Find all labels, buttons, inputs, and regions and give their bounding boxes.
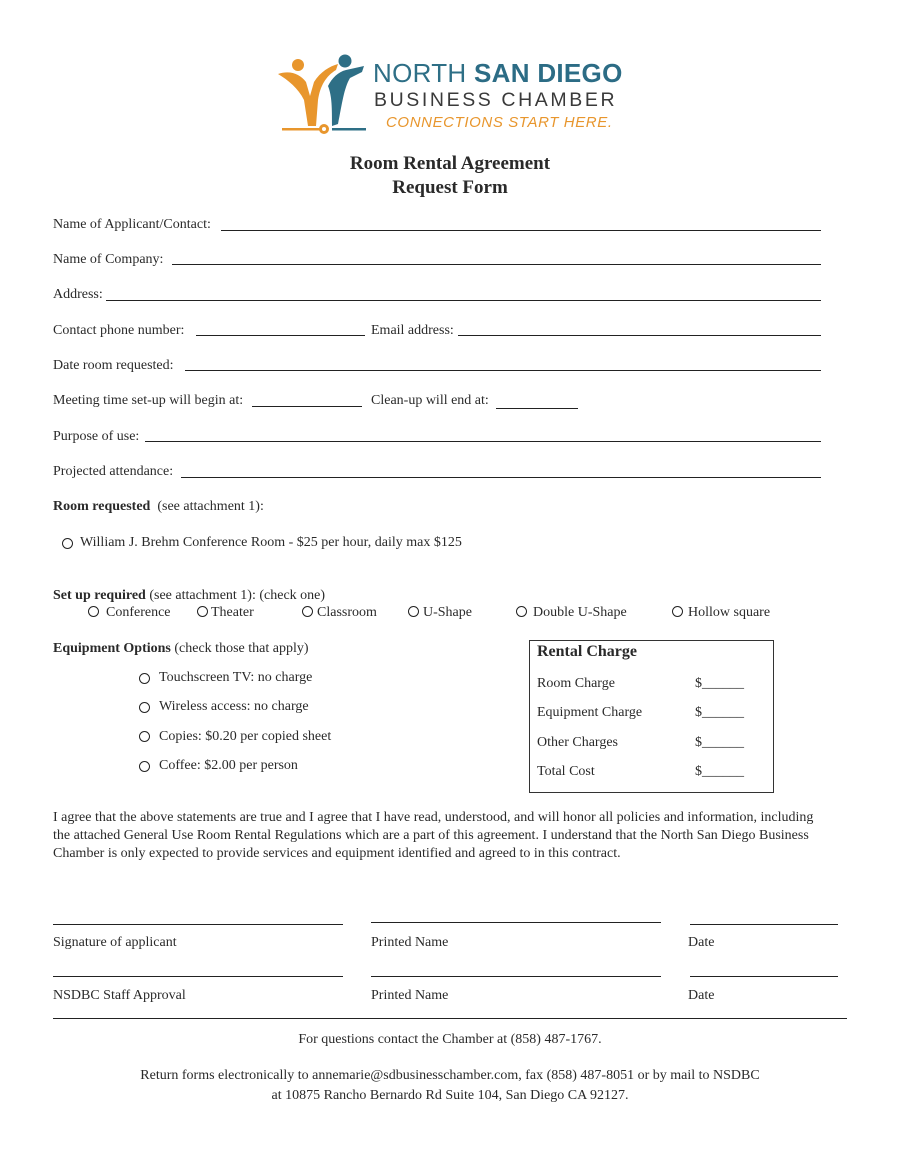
- address-label: Address:: [53, 287, 103, 302]
- setup-option-conference: Conference: [106, 605, 171, 620]
- setup-heading: [53, 587, 325, 604]
- staff-approval-label: NSDBC Staff Approval: [53, 988, 186, 1003]
- rental-row-label: Room Charge: [537, 676, 615, 691]
- rental-other-charges-value[interactable]: $______: [695, 735, 744, 750]
- applicant-printed-name-line[interactable]: [371, 922, 661, 923]
- rental-row-label: Total Cost: [537, 764, 595, 779]
- equipment-checkbox-wireless[interactable]: [139, 702, 150, 713]
- rental-row-label: Equipment Charge: [537, 705, 643, 720]
- agreement-line: the attached General Use Room Rental Regulations which are a part of this agreement. I understand that the North San Diego Business: [53, 828, 809, 843]
- printed-name-label: Printed Name: [371, 988, 449, 1003]
- staff-printed-name-line[interactable]: [371, 976, 661, 977]
- signature-applicant-label: Signature of applicant: [53, 935, 177, 950]
- setup-option-hollow-square: Hollow square: [688, 605, 771, 620]
- setup-option-classroom: Classroom: [317, 605, 377, 620]
- applicant-field[interactable]: [221, 230, 821, 231]
- company-label: Name of Company:: [53, 252, 164, 267]
- footer-divider: [53, 1018, 847, 1019]
- equipment-option-copies: Copies: $0.20 per copied sheet: [159, 729, 332, 744]
- rental-total-cost-value[interactable]: $______: [695, 764, 744, 779]
- logo-tagline: CONNECTIONS START HERE.: [386, 114, 613, 131]
- phone-label: Contact phone number:: [53, 323, 185, 338]
- equipment-checkbox-coffee[interactable]: [139, 761, 150, 772]
- setup-option-u-shape: U-Shape: [423, 605, 472, 620]
- equipment-option-tv: Touchscreen TV: no charge: [159, 670, 313, 685]
- setup-radio-double-u-shape[interactable]: [516, 606, 527, 617]
- logo-title: NORTH SAN DIEGO: [373, 58, 623, 88]
- equipment-checkbox-copies[interactable]: [139, 731, 150, 742]
- rental-equipment-charge-value[interactable]: $______: [695, 705, 744, 720]
- attendance-field[interactable]: [181, 477, 821, 478]
- equipment-option-coffee: Coffee: $2.00 per person: [159, 758, 298, 773]
- setup-option-theater: Theater: [211, 605, 254, 620]
- setup-time-field[interactable]: [252, 406, 362, 407]
- agreement-text: [53, 809, 853, 863]
- applicant-date-line[interactable]: [690, 924, 838, 925]
- agreement-line: I agree that the above statements are true and I agree that I have read, understood, and will honor all policies and information, including: [53, 810, 814, 825]
- equipment-option-wireless: Wireless access: no charge: [159, 699, 309, 714]
- setup-radio-u-shape[interactable]: [408, 606, 419, 617]
- room-requested-note: (see attachment 1):: [157, 499, 264, 514]
- logo-subtitle: BUSINESS CHAMBER: [374, 89, 618, 111]
- cleanup-time-label: Clean-up will end at:: [371, 393, 489, 408]
- purpose-label: Purpose of use:: [53, 429, 140, 444]
- email-field[interactable]: [458, 335, 821, 336]
- staff-date-line[interactable]: [690, 976, 838, 977]
- date-label: Date: [688, 988, 715, 1003]
- logo-figures-icon: [276, 52, 368, 136]
- form-subtitle: Request Form: [392, 177, 508, 198]
- applicant-label: Name of Applicant/Contact:: [53, 217, 211, 232]
- date-label: Date: [688, 935, 715, 950]
- return-instructions-line2: at 10875 Rancho Bernardo Rd Suite 104, San Diego CA 92127.: [271, 1088, 629, 1103]
- staff-approval-line[interactable]: [53, 976, 343, 977]
- applicant-signature-line[interactable]: [53, 924, 343, 925]
- setup-radio-conference[interactable]: [88, 606, 99, 617]
- rental-charge-title: Rental Charge: [537, 643, 637, 660]
- attendance-label: Projected attendance:: [53, 464, 174, 479]
- cleanup-time-field[interactable]: [496, 408, 578, 409]
- form-title: Room Rental Agreement: [349, 153, 551, 174]
- setup-note: (see attachment 1): (check one): [149, 588, 326, 603]
- date-requested-field[interactable]: [185, 370, 821, 371]
- contact-text: For questions contact the Chamber at (858) 487-1767.: [298, 1032, 602, 1047]
- equipment-heading: [53, 640, 309, 657]
- setup-label: Set up required: [53, 588, 146, 603]
- date-requested-label: Date room requested:: [53, 358, 174, 373]
- agreement-line: Chamber is only expected to provide services and equipment identified and agreed to in this contract.: [53, 846, 621, 861]
- rental-row-label: Other Charges: [537, 735, 618, 750]
- return-instructions-line1: Return forms electronically to annemarie@sdbusinesschamber.com, fax (858) 487-8051 or by mail to NSDBC: [140, 1068, 760, 1083]
- equipment-checkbox-tv[interactable]: [139, 673, 150, 684]
- setup-radio-hollow-square[interactable]: [672, 606, 683, 617]
- room-option-radio[interactable]: [62, 538, 73, 549]
- equipment-note: (check those that apply): [174, 641, 309, 656]
- setup-radio-theater[interactable]: [197, 606, 208, 617]
- printed-name-label: Printed Name: [371, 935, 449, 950]
- equipment-label: Equipment Options: [53, 641, 171, 656]
- purpose-field[interactable]: [145, 441, 821, 442]
- company-field[interactable]: [172, 264, 821, 265]
- room-requested-heading: [53, 498, 264, 515]
- room-option-label: William J. Brehm Conference Room - $25 per hour, daily max $125: [80, 535, 462, 550]
- rental-room-charge-value[interactable]: $______: [695, 676, 744, 691]
- setup-time-label: Meeting time set-up will begin at:: [53, 393, 244, 408]
- room-requested-label: Room requested: [53, 499, 151, 514]
- setup-option-double-u-shape: Double U-Shape: [533, 605, 627, 620]
- address-field[interactable]: [106, 300, 821, 301]
- phone-field[interactable]: [196, 335, 365, 336]
- email-label: Email address:: [371, 323, 454, 338]
- setup-radio-classroom[interactable]: [302, 606, 313, 617]
